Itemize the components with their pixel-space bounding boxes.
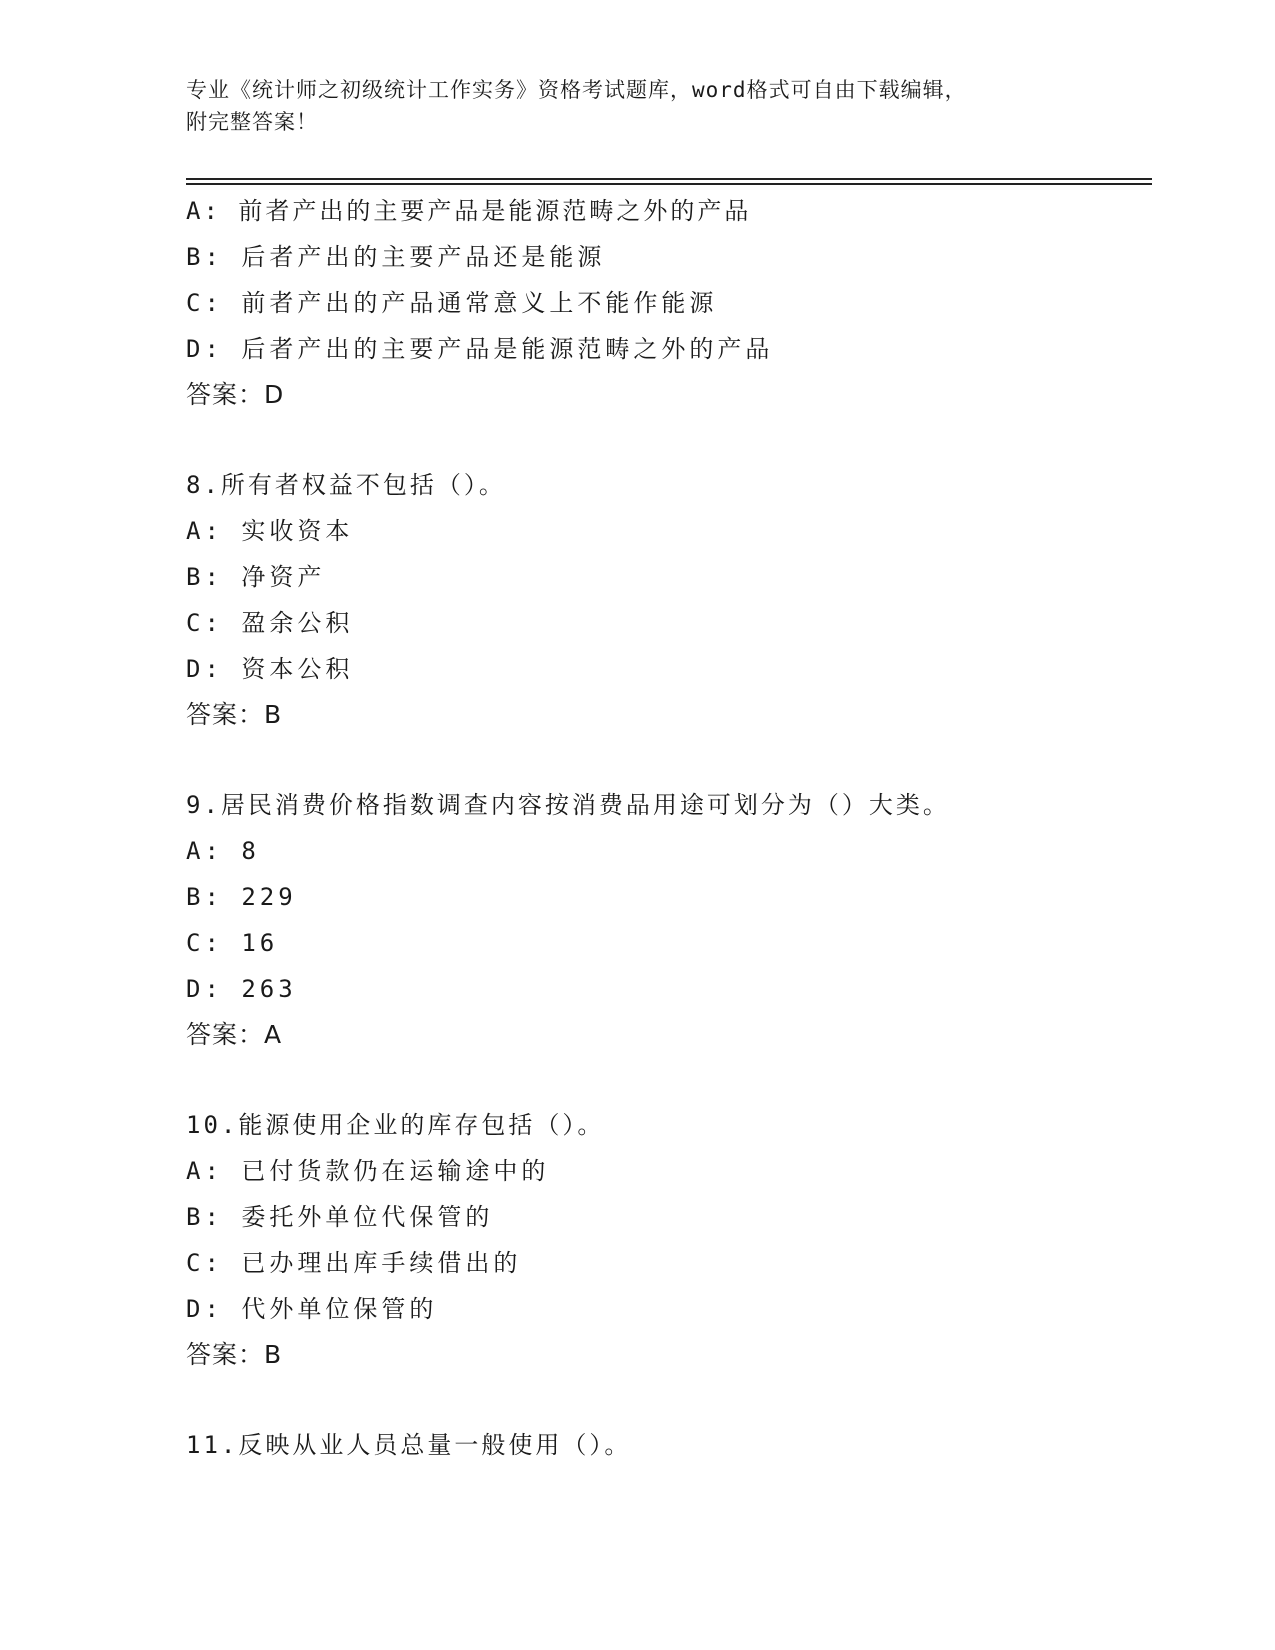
answer: 答案：A	[186, 1020, 283, 1049]
option-d: D: 263	[186, 975, 297, 1003]
question-spacer	[186, 738, 1152, 782]
option-b: B: 委托外单位代保管的	[186, 1203, 494, 1231]
option-c: C: 16	[186, 929, 279, 957]
option-d: D: 后者产出的主要产品是能源范畴之外的产品	[186, 335, 774, 363]
question-11	[186, 1422, 1152, 1468]
question-text: 9.居民消费价格指数调查内容按消费品用途可划分为（）大类。	[186, 791, 950, 819]
option-c: C: 盈余公积	[186, 609, 354, 637]
header-divider-top	[186, 178, 1152, 180]
question-spacer	[186, 1058, 1152, 1102]
answer: 答案：D	[186, 380, 285, 409]
question-spacer	[186, 418, 1152, 462]
answer: 答案：B	[186, 700, 283, 729]
question-9	[186, 782, 1152, 1058]
question-text: 10.能源使用企业的库存包括（）。	[186, 1111, 605, 1139]
question-spacer	[186, 1378, 1152, 1422]
option-a: A: 已付货款仍在运输途中的	[186, 1157, 550, 1185]
option-d: D: 代外单位保管的	[186, 1295, 438, 1323]
question-text: 11.反映从业人员总量一般使用（）。	[186, 1431, 632, 1459]
option-a: A: 前者产出的主要产品是能源范畴之外的产品	[186, 197, 752, 225]
header-title-line-1: 专业《统计师之初级统计工作实务》资格考试题库，word格式可自由下载编辑，	[186, 78, 967, 102]
document-header	[186, 74, 1086, 138]
question-10	[186, 1102, 1152, 1378]
question-text: 8.所有者权益不包括（）。	[186, 471, 506, 499]
option-b: B: 净资产	[186, 563, 326, 591]
option-c: C: 前者产出的产品通常意义上不能作能源	[186, 289, 718, 317]
option-a: A: 8	[186, 837, 260, 865]
header-title-line-2: 附完整答案！	[186, 110, 318, 134]
option-b: B: 后者产出的主要产品还是能源	[186, 243, 606, 271]
option-d: D: 资本公积	[186, 655, 354, 683]
header-divider-bottom	[186, 183, 1152, 185]
option-a: A: 实收资本	[186, 517, 354, 545]
answer: 答案：B	[186, 1340, 283, 1369]
question-7	[186, 188, 1152, 418]
option-c: C: 已办理出库手续借出的	[186, 1249, 522, 1277]
option-b: B: 229	[186, 883, 297, 911]
question-list	[186, 188, 1152, 1468]
question-8	[186, 462, 1152, 738]
